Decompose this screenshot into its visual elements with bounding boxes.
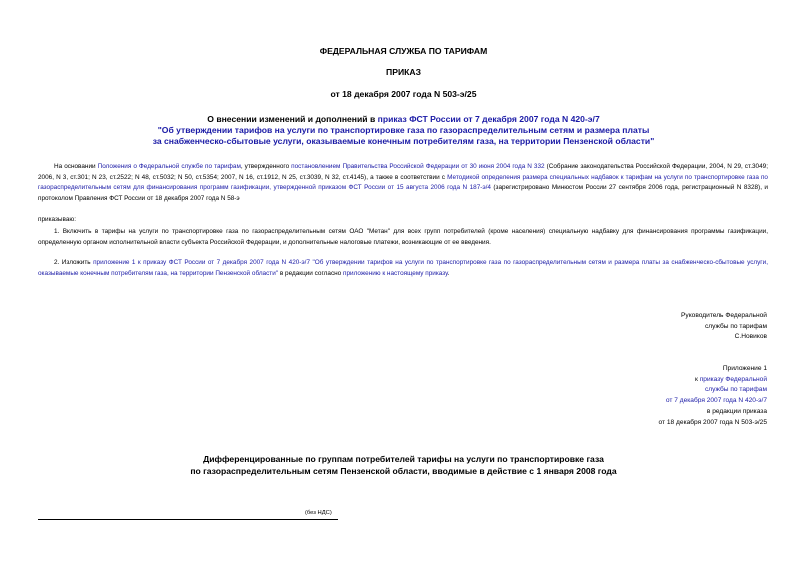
signature-line-1: Руководитель Федеральной bbox=[681, 312, 767, 319]
appendix-line-5: в редакции приказа bbox=[706, 407, 767, 415]
appendix-block bbox=[659, 364, 767, 428]
appendix-to-order-link[interactable]: приложению к настоящему приказу bbox=[343, 269, 448, 277]
doc-date: от 18 декабря 2007 года N 503-э/25 bbox=[330, 89, 477, 99]
table-title-line-1: Дифференцированные по группам потребителей тарифы на услуги по транспортировке газа bbox=[203, 454, 604, 464]
vat-note: (без НДС) bbox=[305, 510, 332, 516]
methodology-link[interactable]: Методикой определения размера специальных надбавок к тарифам на услуги по транспортировке газа по газораспределительным сетям для финансирования программ газификации, утвержденной приказом ФСТ России от 15 августа 2006 года N 187-э/4 bbox=[38, 173, 768, 192]
signature-name: С.Новиков bbox=[734, 333, 767, 341]
preamble-text-4: (зарегистрировано Минюстом России 27 сентября 2006 года, регистрационный N 8328), и протоколом Правления ФСТ России от 18 декабря 2007 года N 58-э bbox=[38, 184, 768, 202]
item-2-text-3: . bbox=[447, 269, 450, 277]
government-decree-link[interactable]: постановлением Правительства Российской Федерации от 30 июня 2004 года N 332 bbox=[291, 163, 545, 170]
signature-block bbox=[681, 311, 767, 343]
item-2-text-1: 2. Изложить bbox=[54, 259, 94, 266]
table-top-rule bbox=[38, 519, 338, 520]
appendix-line-3[interactable]: службы по тарифам bbox=[704, 386, 767, 394]
preamble-text-1: На основании bbox=[54, 163, 98, 170]
appendix-line-6: от 18 декабря 2007 года N 503-э/25 bbox=[658, 418, 767, 426]
agency-title: ФЕДЕРАЛЬНАЯ СЛУЖБА ПО ТАРИФАМ bbox=[319, 46, 488, 56]
appendix-line-4[interactable]: от 7 декабря 2007 года N 420-э/7 bbox=[665, 397, 767, 405]
subject-line-2[interactable]: "Об утверждении тарифов на услуги по транспортировке газа по газораспределительным сетям и размера платы bbox=[157, 125, 650, 135]
subject-line-1 bbox=[0, 114, 807, 125]
table-title-line-2: по газораспределительным сетям Пензенской области, вводимые в действие с 1 января 2008 года bbox=[190, 466, 617, 476]
subject-prefix: О внесении изменений и дополнений в bbox=[207, 114, 378, 124]
order-word: приказываю: bbox=[38, 216, 76, 223]
preamble-text-3: (Собрание законодательства Российской Федерации, 2004, N 29, ст.3049; 2006, N 3, ст.301; N 23, ст.2522; N 48, ст.5032; N 50, ст.5354; 2007, N 16, ст.1912, N 25, ст.3039, N 32, ст.4145), а также в соответствии с bbox=[38, 163, 768, 181]
doc-type: ПРИКАЗ bbox=[386, 67, 421, 77]
item-1: 1. Включить в тарифы на услуги по транспортировке газа по газораспределительным сетям ОАО "Метан" для всех групп потребителей (кроме населения) специальную надбавку для финансирования программы газификации, определенную органом исполнительной власти субъекта Российской Федерации, и дополнительные налоговые платежи, возникающие от ее введения. bbox=[38, 228, 768, 246]
signature-line-2: службы по тарифам bbox=[704, 322, 767, 330]
preamble-paragraph bbox=[38, 162, 768, 204]
appendix-1-link[interactable]: приложение 1 к приказу ФСТ России от 7 декабря 2007 года N 420-э/7 "Об утверждении тарифов на услуги по транспортировке газа по газораспределительным сетям и размера платы за снабженческо-сбытовые услуги, оказываемые конечным потребителям газа, на территории Пензенской области" bbox=[38, 259, 768, 277]
item-2 bbox=[38, 258, 768, 279]
preamble-text-2: , утвержденного bbox=[240, 163, 292, 170]
amended-order-link[interactable]: приказ ФСТ России от 7 декабря 2007 года N 420-э/7 bbox=[377, 114, 600, 124]
appendix-order-link[interactable]: приказу Федеральной bbox=[699, 375, 767, 383]
appendix-line-2 bbox=[659, 375, 767, 386]
subject-line-3[interactable]: за снабженческо-сбытовые услуги, оказываемые конечным потребителям газа, на территории Пензенской области" bbox=[152, 136, 655, 146]
item-2-text-2: в редакции согласно bbox=[278, 269, 343, 277]
appendix-line-2-prefix: к bbox=[695, 375, 700, 383]
appendix-line-1: Приложение 1 bbox=[722, 365, 767, 372]
fst-regulation-link[interactable]: Положения о Федеральной службе по тарифам bbox=[97, 163, 241, 170]
